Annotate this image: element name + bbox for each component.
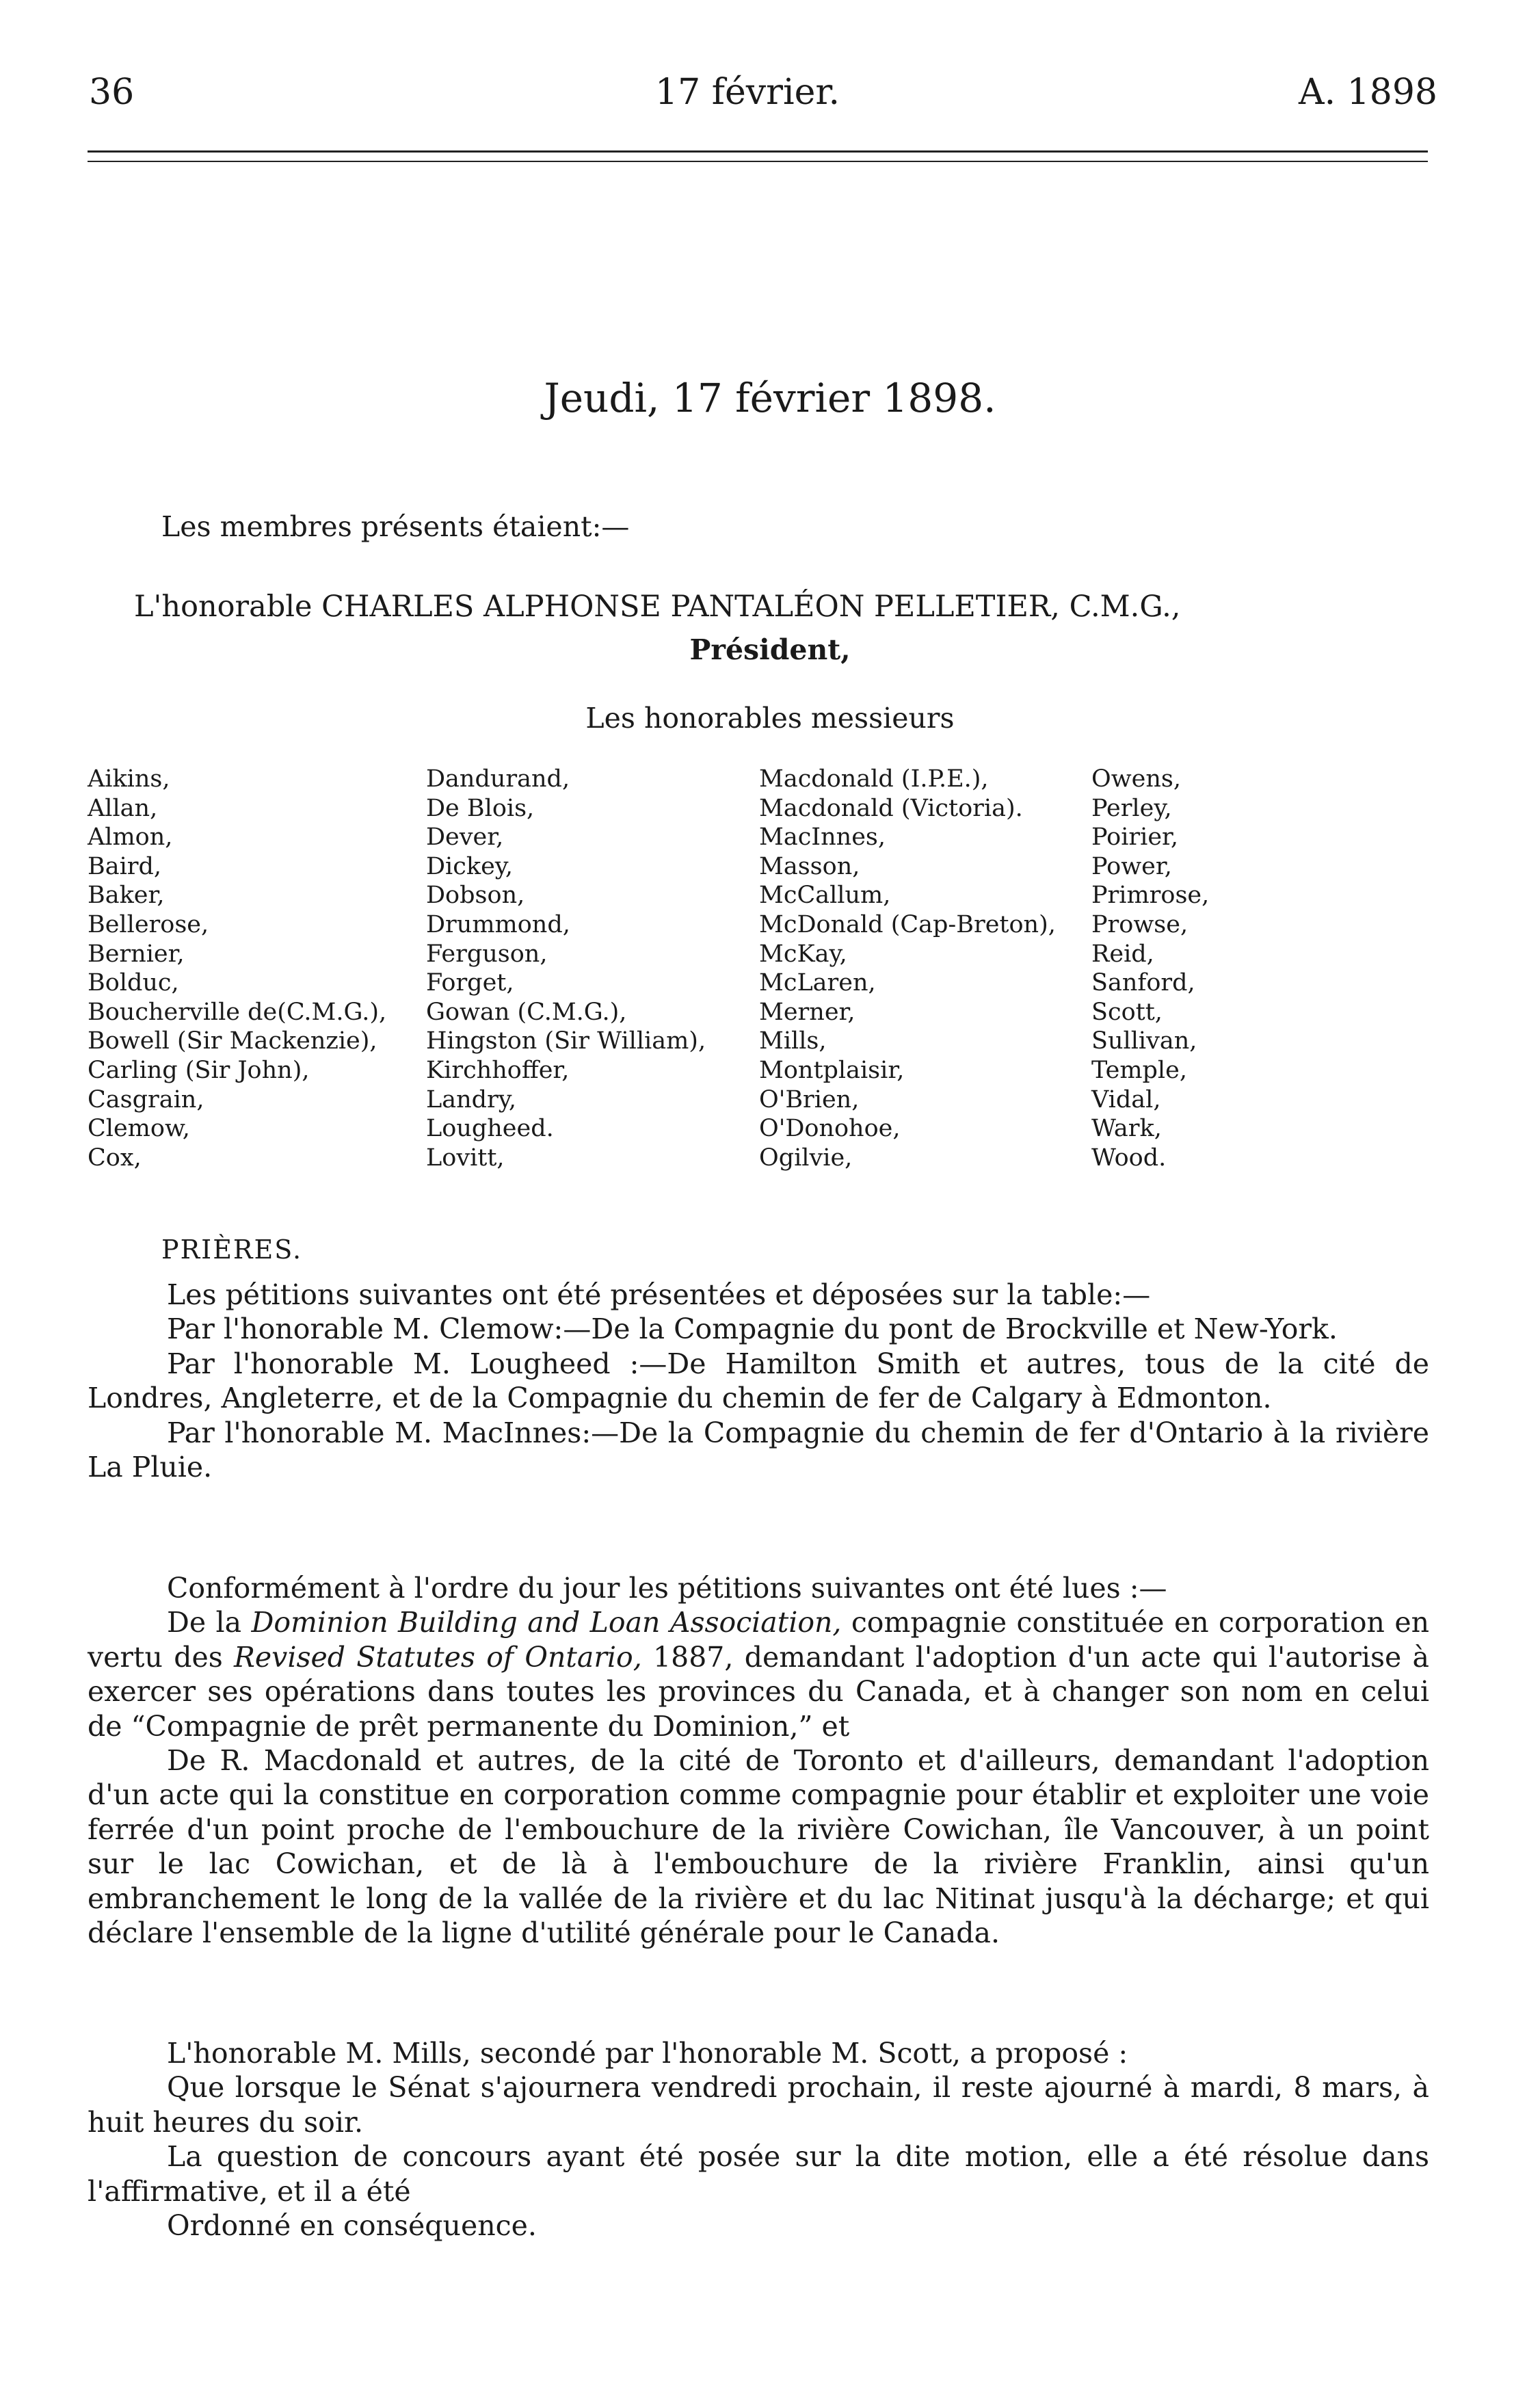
member-name: Dickey, bbox=[426, 852, 514, 880]
member-name: Macdonald (Victoria). bbox=[759, 794, 1023, 822]
member-name: Dobson, bbox=[426, 882, 525, 910]
member-name: Landry, bbox=[426, 1085, 517, 1113]
running-head-year: A. 1898 bbox=[1299, 72, 1437, 113]
member-name: Carling (Sir John), bbox=[88, 1056, 310, 1084]
member-name: Dever, bbox=[426, 823, 504, 852]
member-name: O'Brien, bbox=[759, 1085, 860, 1113]
member-name: Poirier, bbox=[1091, 823, 1179, 852]
member-name: Cox, bbox=[88, 1144, 142, 1172]
page-number: 36 bbox=[89, 72, 135, 113]
member-name: Vidal, bbox=[1091, 1085, 1161, 1113]
prieres-heading: PRIÈRES. bbox=[161, 1235, 303, 1265]
member-name: Drummond, bbox=[426, 910, 570, 938]
member-name: Primrose, bbox=[1091, 882, 1210, 910]
petitions-read-intro: Conformément à l'ordre du jour les pétitions suivantes ont été lues :— bbox=[167, 1572, 1167, 1605]
petition-dominion-building bbox=[88, 1605, 1429, 1743]
member-name: O'Donohoe, bbox=[759, 1115, 901, 1143]
petition-text: De la bbox=[167, 1606, 252, 1639]
member-name: De Blois, bbox=[426, 794, 535, 822]
members-column-1 bbox=[88, 765, 386, 1172]
motion-text: Que lorsque le Sénat s'ajournera vendredi prochain, il reste ajourné à mardi, 8 mars, à huit heures du soir. bbox=[88, 2071, 1429, 2139]
member-name: Montplaisir, bbox=[759, 1056, 905, 1084]
petition-clemow: Par l'honorable M. Clemow:—De la Compagnie du pont de Brockville et New-York. bbox=[167, 1313, 1338, 1346]
member-name: Bernier, bbox=[88, 940, 185, 968]
member-name: Owens, bbox=[1091, 765, 1181, 793]
member-name: Baker, bbox=[88, 882, 165, 910]
member-name: Almon, bbox=[88, 823, 173, 852]
member-name: MacInnes, bbox=[759, 823, 886, 852]
member-name: Lougheed. bbox=[426, 1115, 554, 1143]
motion-ordered: Ordonné en conséquence. bbox=[167, 2209, 537, 2243]
petition-macinnes: Par l'honorable M. MacInnes:—De la Compagnie du chemin de fer d'Ontario à la rivière La Pluie. bbox=[88, 1416, 1429, 1484]
member-name: McDonald (Cap-Breton), bbox=[759, 910, 1056, 938]
member-name: Masson, bbox=[759, 852, 860, 880]
member-name: Merner, bbox=[759, 998, 855, 1026]
member-name: Bolduc, bbox=[88, 969, 179, 997]
member-name: McLaren, bbox=[759, 969, 876, 997]
statute-name: Revised Statutes of Ontario, bbox=[234, 1640, 642, 1674]
speaker-line: L'honorable CHARLES ALPHONSE PANTALÉON PELLETIER, C.M.G., bbox=[134, 590, 1181, 624]
member-name: Boucherville de(C.M.G.), bbox=[88, 998, 387, 1026]
member-name: Mills, bbox=[759, 1027, 827, 1055]
member-name: Baird, bbox=[88, 852, 162, 880]
running-head-date: 17 février. bbox=[655, 72, 840, 113]
member-name: Reid, bbox=[1091, 940, 1154, 968]
petitions-presented bbox=[88, 1278, 1429, 1484]
petition-text: 1887, demandant l'adoption d'un acte qui l'autorise à exercer ses opérations dans toutes les provinces du Canada, et à changer son nom en celui de “Compagnie de prêt permanente du Dominion,” et bbox=[88, 1640, 1429, 1743]
member-name: Allan, bbox=[88, 794, 158, 822]
header-double-rule bbox=[88, 150, 1428, 162]
present-intro: Les membres présents étaient:— bbox=[161, 510, 630, 543]
member-name: Prowse, bbox=[1091, 910, 1189, 938]
member-name: Wood. bbox=[1091, 1144, 1167, 1172]
member-name: Hingston (Sir William), bbox=[426, 1027, 706, 1055]
member-name: Ferguson, bbox=[426, 940, 548, 968]
member-name: Bowell (Sir Mackenzie), bbox=[88, 1027, 377, 1055]
member-name: Gowan (C.M.G.), bbox=[426, 998, 627, 1026]
member-name: Aikins, bbox=[88, 765, 170, 793]
petition-macdonald: De R. Macdonald et autres, de la cité de Toronto et d'ailleurs, demandant l'adoption d'un acte qui la constitue en corporation comme compagnie pour établir et exploiter une voie ferrée d'un point proche de l'embouchure de la rivière Cowichan, île Vancouver, à un point sur le lac Cowichan, et de là à l'embouchure de la rivière Franklin, ainsi qu'un embranchement le long de la vallée de la rivière et du lac Nitinat jusqu'à la décharge; et qui déclare l'ensemble de la ligne d'utilité générale pour le Canada. bbox=[88, 1744, 1429, 1950]
running-head bbox=[89, 72, 1437, 120]
members-heading: Les honorables messieurs bbox=[585, 702, 955, 735]
sitting-title: Jeudi, 17 février 1898. bbox=[544, 375, 996, 421]
petition-text: compagnie constituée en corporation en vertu des bbox=[88, 1606, 1429, 1674]
member-name: McCallum, bbox=[759, 882, 891, 910]
member-name: Scott, bbox=[1091, 998, 1163, 1026]
member-name: Macdonald (I.P.E.), bbox=[759, 765, 989, 793]
petitions-read bbox=[88, 1571, 1429, 1950]
member-name: McKay, bbox=[759, 940, 847, 968]
association-name: Dominion Building and Loan Association, bbox=[251, 1606, 842, 1639]
member-name: Perley, bbox=[1091, 794, 1172, 822]
motion-section bbox=[88, 2036, 1429, 2243]
member-name: Wark, bbox=[1091, 1115, 1162, 1143]
member-name: Temple, bbox=[1091, 1056, 1187, 1084]
member-name: Sullivan, bbox=[1091, 1027, 1197, 1055]
member-name: Lovitt, bbox=[426, 1144, 505, 1172]
member-name: Casgrain, bbox=[88, 1085, 204, 1113]
petition-lougheed: Par l'honorable M. Lougheed :—De Hamilton Smith et autres, tous de la cité de Londres, Angleterre, et de la Compagnie du chemin de fer de Calgary à Edmonton. bbox=[88, 1347, 1429, 1415]
member-name: Clemow, bbox=[88, 1115, 190, 1143]
member-name: Ogilvie, bbox=[759, 1144, 853, 1172]
members-column-4 bbox=[1091, 765, 1209, 1172]
motion-question: La question de concours ayant été posée sur la dite motion, elle a été résolue dans l'affirmative, et il a été bbox=[88, 2140, 1429, 2208]
member-name: Dandurand, bbox=[426, 765, 570, 793]
member-name: Power, bbox=[1091, 852, 1172, 880]
members-column-3 bbox=[759, 765, 1056, 1172]
member-name: Forget, bbox=[426, 969, 514, 997]
speaker-role: Président, bbox=[689, 633, 851, 666]
motion-moved: L'honorable M. Mills, secondé par l'honorable M. Scott, a proposé : bbox=[167, 2037, 1128, 2070]
member-name: Sanford, bbox=[1091, 969, 1195, 997]
member-name: Bellerose, bbox=[88, 910, 209, 938]
petitions-intro: Les pétitions suivantes ont été présentées et déposées sur la table:— bbox=[167, 1278, 1151, 1311]
member-name: Kirchhoffer, bbox=[426, 1056, 570, 1084]
members-column-2 bbox=[426, 765, 706, 1172]
